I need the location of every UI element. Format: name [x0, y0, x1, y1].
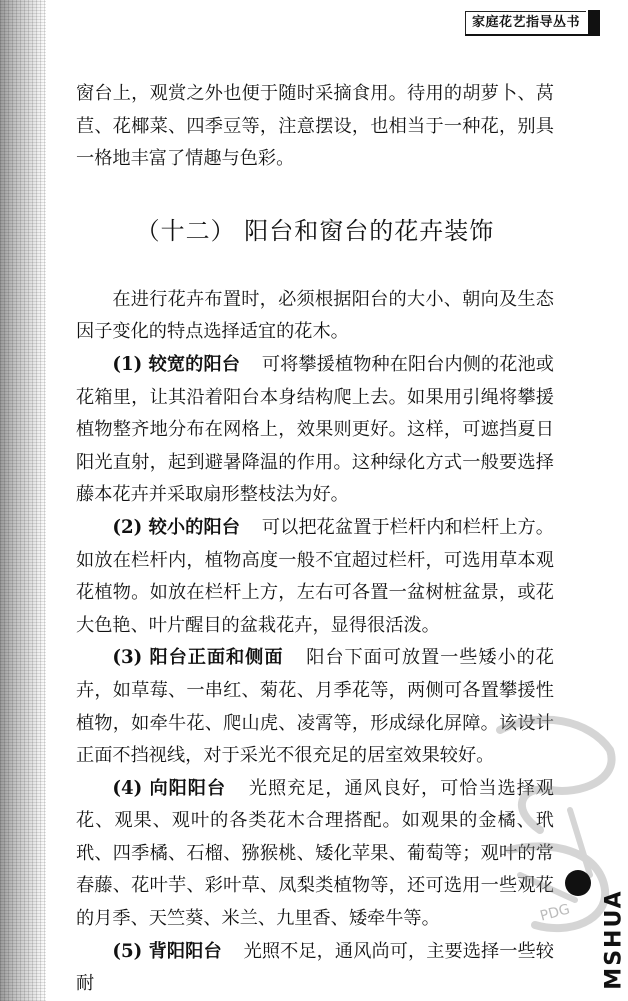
- item-text: 可以把花盆置于栏杆内和栏杆上方。如放在栏杆内，植物高度一般不宜超过栏杆，可选用草本观花植物。如放在栏杆上方，左右可各置一盆树桩盆景，或花大色艳、叶片醒目的盆栽花卉，显得很活泼。: [76, 516, 554, 636]
- item-text: 光照不足，通风尚可，主要选择一些较耐: [76, 940, 554, 995]
- vertical-watermark: [602, 880, 626, 998]
- item-paragraph: [76, 642, 554, 772]
- corner-dot-mark: [565, 870, 591, 896]
- item-lead: (5) 背阳阳台: [112, 940, 222, 962]
- intro-paragraph: 窗台上，观赏之外也便于随时采摘食用。待用的胡萝卜、莴苣、花椰菜、四季豆等，注意摆设，也相当于一种花，别具一格地丰富了情趣与色彩。: [76, 83, 554, 170]
- watermark-text: MSHUA: [601, 888, 627, 990]
- lead-paragraph: 在进行花卉布置时，必须根据阳台的大小、朝向及生态因子变化的特点选择适宜的花木。: [76, 288, 554, 343]
- running-header: [465, 10, 600, 36]
- section-title: （十二） 阳台和窗台的花卉装饰: [135, 216, 495, 245]
- item-text: 可将攀援植物种在阳台内侧的花池或花箱里，让其沿着阳台本身结构爬上去。如果用引绳将攀援植物整齐地分布在网格上，效果则更好。这样，可遮挡夏日阳光直射，起到避暑降温的作用。这种绿化方式一般要选择藤本花卉并采取扇形整枝法为好。: [76, 353, 554, 506]
- item-text: 阳台下面可放置一些矮小的花卉，如草莓、一串红、菊花、月季花等，两侧可各置攀援性植物，如牵牛花、爬山虎、凌霄等，形成绿化屏障。该设计正面不挡视线，对于采光不很充足的居室效果较好。: [76, 647, 554, 767]
- item-paragraph: [76, 773, 554, 936]
- item-lead: (2) 较小的阳台: [112, 516, 240, 538]
- item-lead: (3) 阳台正面和侧面: [112, 647, 284, 669]
- series-title: 家庭花艺指导丛书: [465, 11, 586, 34]
- item-lead: (1) 较宽的阳台: [112, 353, 240, 375]
- item-paragraph: [76, 512, 554, 642]
- item-lead: (4) 向阳阳台: [112, 777, 227, 799]
- item-paragraph: [76, 349, 554, 512]
- pdg-watermark: PDG: [538, 901, 572, 925]
- item-text: 光照充足，通风良好，可恰当选择观花、观果、观叶的各类花木合理搭配。如观果的金橘、玳玳、四季橘、石榴、猕猴桃、矮化苹果、葡萄等；观叶的常春藤、花叶芋、彩叶草、凤梨类植物等，还可选用一些观花的月季、天竺葵、米兰、九里香、矮牵牛等。: [76, 777, 554, 930]
- item-paragraph: [76, 936, 554, 1001]
- page-body: [76, 78, 554, 1001]
- header-tab-mark: [588, 10, 600, 34]
- book-spine-shadow: [0, 0, 46, 1001]
